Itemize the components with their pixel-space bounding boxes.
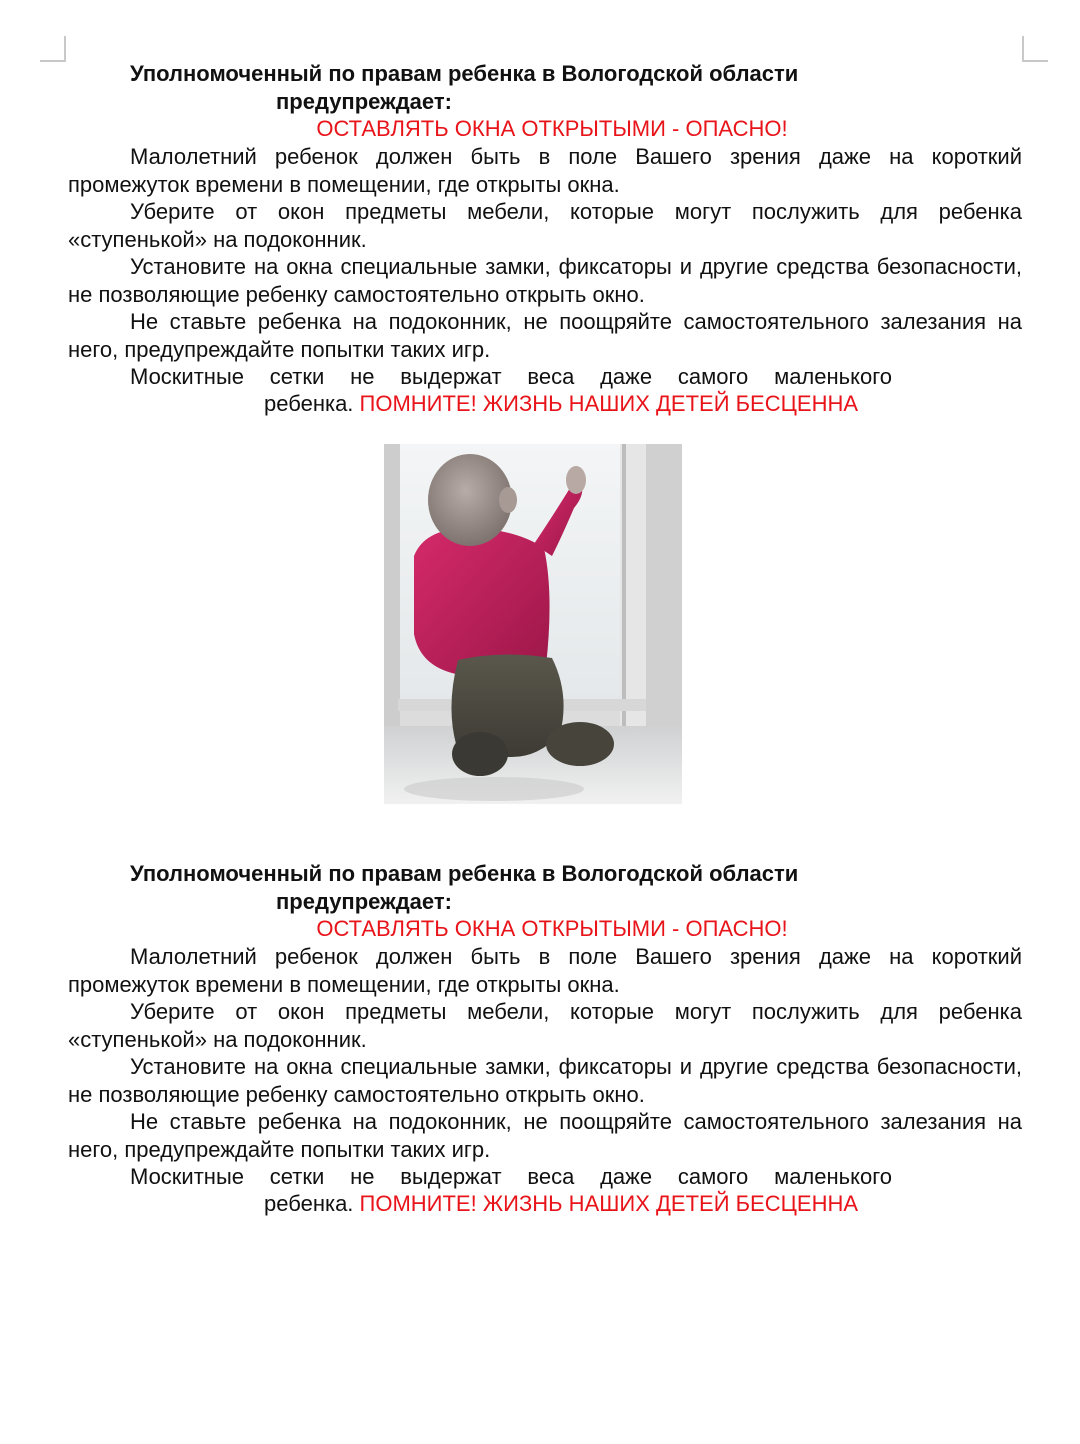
page-corner-mark-left bbox=[40, 36, 66, 62]
paragraph: Не ставьте ребенка на подоконник, не поощряйте самостоятельного залезания на него, предупреждайте попытки таких игр. bbox=[68, 309, 1022, 362]
paragraph: Малолетний ребенок должен быть в поле Вашего зрения даже на короткий промежуток времени в помещении, где открыты окна. bbox=[68, 944, 1022, 997]
warning-text: ОСТАВЛЯТЬ ОКНА ОТКРЫТЫМИ - ОПАСНО! bbox=[316, 116, 788, 141]
paragraph: Уберите от окон предметы мебели, которые могут послужить для ребенка «ступенькой» на подоконник. bbox=[68, 199, 1022, 252]
closing-line-1: Москитные сетки не выдержат веса даже самого маленького bbox=[130, 1164, 892, 1189]
closing-line-2 bbox=[264, 1190, 858, 1218]
notice-heading-line2: предупреждает: bbox=[276, 89, 452, 114]
closing-line-2-text: ребенка. bbox=[264, 391, 354, 416]
closing-line-1: Москитные сетки не выдержат веса даже самого маленького bbox=[130, 364, 892, 389]
notice-heading-line2: предупреждает: bbox=[276, 889, 452, 914]
notice-heading-line1: Уполномоченный по правам ребенка в Вологодской области bbox=[130, 861, 799, 886]
warning-text: ОСТАВЛЯТЬ ОКНА ОТКРЫТЫМИ - ОПАСНО! bbox=[316, 916, 788, 941]
closing-line-2-text: ребенка. bbox=[264, 1191, 354, 1216]
paragraph: Уберите от окон предметы мебели, которые могут послужить для ребенка «ступенькой» на подоконник. bbox=[68, 999, 1022, 1052]
notice-heading-line1: Уполномоченный по правам ребенка в Вологодской области bbox=[130, 61, 799, 86]
child-at-window-photo bbox=[384, 444, 682, 804]
page-corner-mark-right bbox=[1022, 36, 1048, 62]
closing-slogan: ПОМНИТЕ! ЖИЗНЬ НАШИХ ДЕТЕЙ БЕСЦЕННА bbox=[359, 1191, 859, 1216]
paragraph: Малолетний ребенок должен быть в поле Вашего зрения даже на короткий промежуток времени в помещении, где открыты окна. bbox=[68, 144, 1022, 197]
paragraph: Установите на окна специальные замки, фиксаторы и другие средства безопасности, не позволяющие ребенку самостоятельно открыть окно. bbox=[68, 254, 1022, 307]
child-at-window-illustration bbox=[384, 444, 682, 804]
paragraph: Не ставьте ребенка на подоконник, не поощряйте самостоятельного залезания на него, предупреждайте попытки таких игр. bbox=[68, 1109, 1022, 1162]
paragraph: Установите на окна специальные замки, фиксаторы и другие средства безопасности, не позволяющие ребенку самостоятельно открыть окно. bbox=[68, 1054, 1022, 1107]
closing-line-2 bbox=[264, 390, 858, 418]
closing-slogan: ПОМНИТЕ! ЖИЗНЬ НАШИХ ДЕТЕЙ БЕСЦЕННА bbox=[359, 391, 859, 416]
